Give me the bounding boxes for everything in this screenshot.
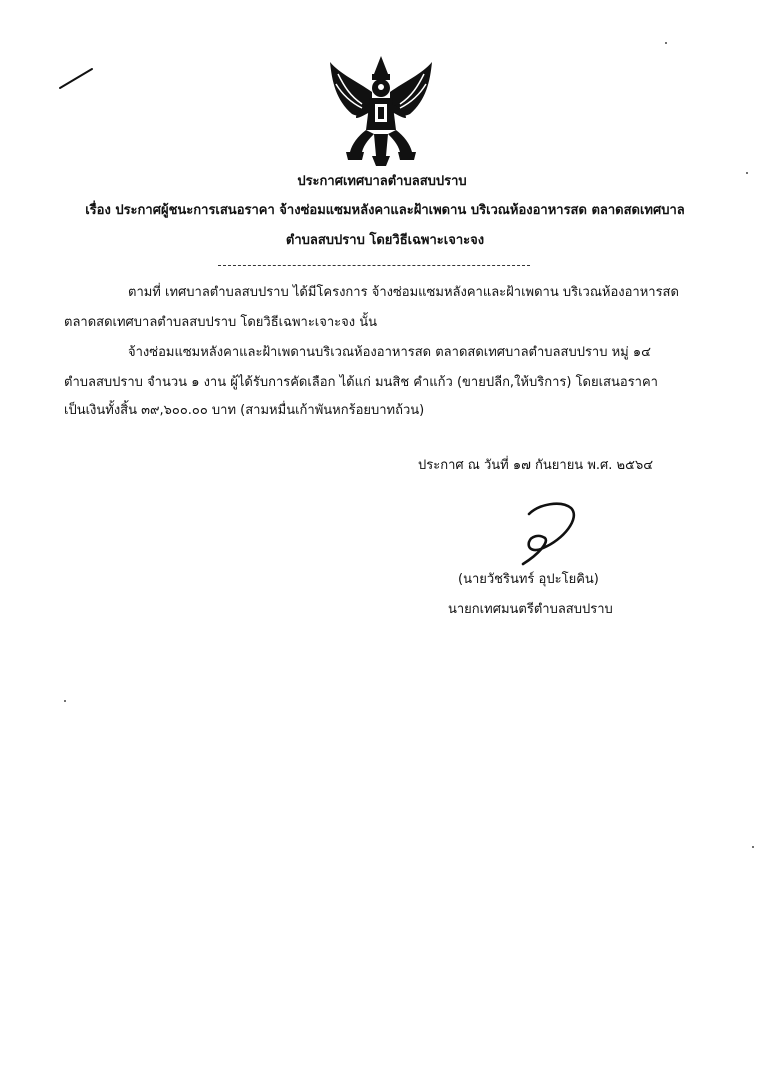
handwritten-signature — [505, 498, 595, 568]
signer-position: นายกเทศมนตรีตำบลสบปราบ — [448, 602, 613, 617]
subject-line-2: ตำบลสบปราบ โดยวิธีเฉพาะเจาะจง — [285, 233, 485, 248]
stray-pen-mark — [58, 66, 94, 90]
announcement-title: ประกาศเทศบาลตำบลสบปราบ — [297, 174, 467, 189]
subject-line-1: เรื่อง ประกาศผู้ชนะการเสนอราคา จ้างซ่อมแซมหลังคาและฝ้าเพดาน บริเวณห้องอาหารสด ตลาดสดเทศบาล — [85, 203, 685, 218]
garuda-emblem-icon — [322, 52, 440, 170]
announcement-date: ประกาศ ณ วันที่ ๑๗ กันยายน พ.ศ. ๒๕๖๔ — [418, 458, 654, 473]
para1-line1: ตามที่ เทศบาลตำบลสบปราบ ได้มีโครงการ จ้างซ่อมแซมหลังคาและฝ้าเพดาน บริเวณห้องอาหารสด — [128, 285, 679, 300]
signer-name: (นายวัชรินทร์ อุปะโยคิน) — [458, 572, 599, 587]
para2-line1: จ้างซ่อมแซมหลังคาและฝ้าเพดานบริเวณห้องอาหารสด ตลาดสดเทศบาลตำบลสบปราบ หมู่ ๑๔ — [128, 345, 651, 360]
scan-speck — [752, 846, 754, 848]
para2-line3: เป็นเงินทั้งสิ้น ๓๙,๖๐๐.๐๐ บาท (สามหมื่นเก้าพันหกร้อยบาทถ้วน) — [64, 403, 425, 418]
para1-line2: ตลาดสดเทศบาลตำบลสบปราบ โดยวิธีเฉพาะเจาะจง นั้น — [64, 315, 378, 330]
dashed-divider — [218, 265, 530, 266]
scan-speck — [64, 700, 66, 702]
para2-line2: ตำบลสบปราบ จำนวน ๑ งาน ผู้ได้รับการคัดเลือก ได้แก่ มนสิช คำแก้ว (ขายปลีก,ให้บริการ) โดยเสนอราคา — [64, 375, 658, 390]
scan-speck — [665, 42, 667, 44]
